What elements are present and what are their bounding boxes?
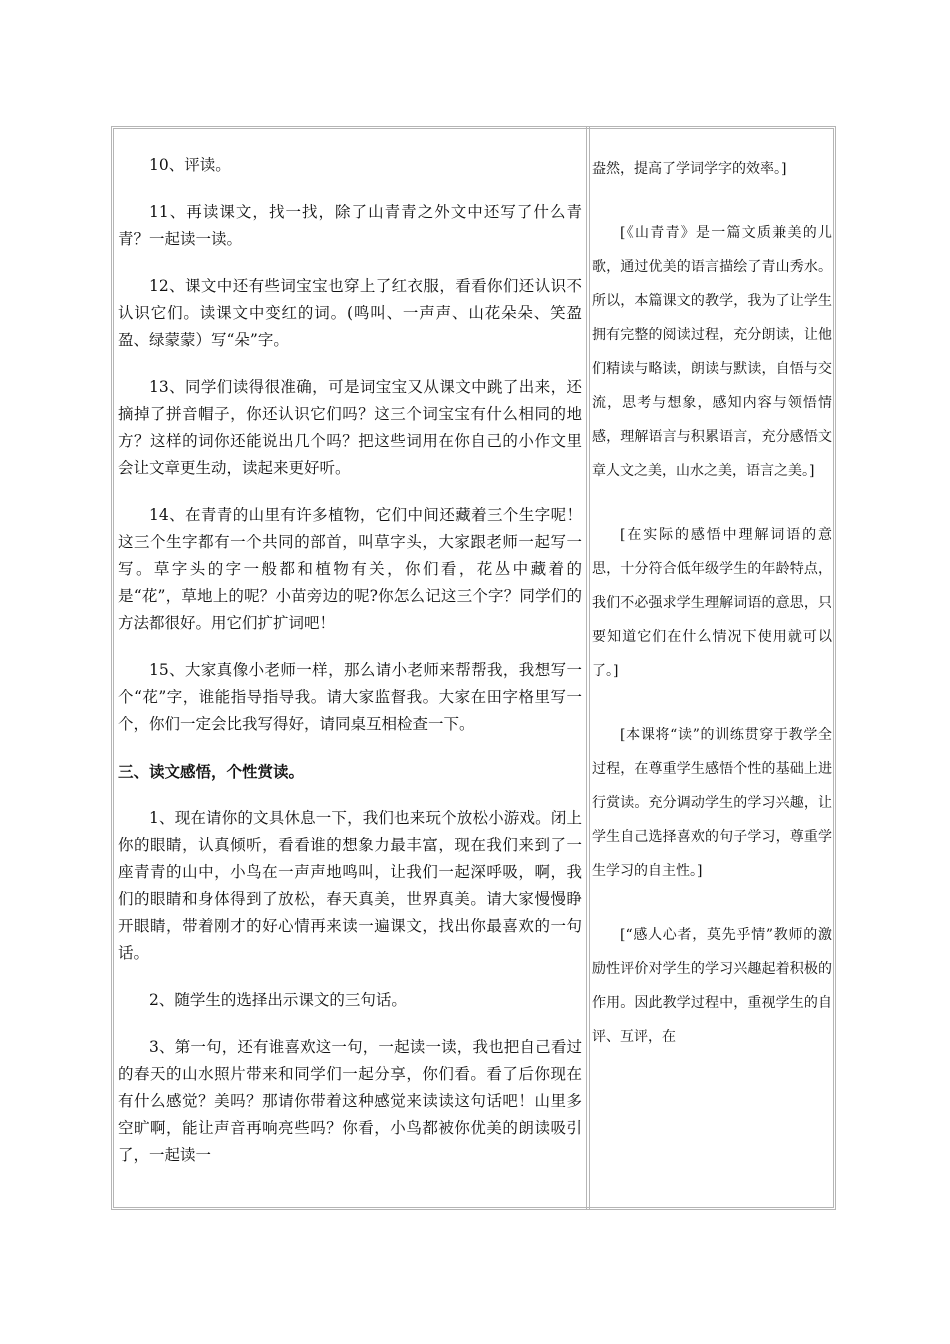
step-paragraph: 14、在青青的山里有许多植物，它们中间还藏着三个生字呢！这三个生字都有一个共同的部首，叫草字头，大家跟老师一起写一写。草字头的字一般都和植物有关，你们看，花丛中藏着的是“花”，草地上的呢？小苗旁边的呢?你怎么记这三个字？同学们的方法都很好。用它们扩扩词吧！ [118,506,582,632]
step-paragraph: 10、评读。 [149,156,231,174]
section-heading: 三、读文感悟，个性赏读。 [118,762,305,781]
step-paragraph: 12、课文中还有些词宝宝也穿上了红衣服，看看你们还认识不认识它们。读课文中变红的词。(鸣叫、一声声、山花朵朵、笑盈盈、绿蒙蒙）写“朵”字。 [118,277,582,349]
design-note: [在实际的感悟中理解词语的意思，十分符合低年级学生的年龄特点，我们不必强求学生理解词语的意思，只要知道它们在什么情况下使用就可以了。] [592,527,832,679]
step-paragraph: 2、随学生的选择出示课文的三句话。 [149,991,407,1009]
step-paragraph: 15、大家真像小老师一样，那么请小老师来帮帮我，我想写一个“花”字，谁能指导指导我。请大家监督我。大家在田字格里写一个，你们一定会比我写得好，请同桌互相检查一下。 [118,661,582,733]
design-note: [《山青青》是一篇文质兼美的儿歌，通过优美的语言描绘了青山秀水。所以，本篇课文的教学，我为了让学生拥有完整的阅读过程，充分朗读，让他们精读与略读，朗读与默读，自悟与交流，思考与想象，感知内容与领悟情感，理解语言与积累语言，充分感悟文章人文之美，山水之美，语言之美。] [592,225,832,479]
teaching-steps-column [118,152,582,1204]
design-note: [“感人心者，莫先乎情”教师的激励性评价对学生的学习兴趣起着积极的作用。因此教学过程中，重视学生的自评、互评，在 [592,927,832,1045]
step-paragraph: 1、现在请你的文具休息一下，我们也来玩个放松小游戏。闭上你的眼睛，认真倾听，看看谁的想象力最丰富，现在我们来到了一座青青的山中，小鸟在一声声地鸣叫，让我们一起深呼吸，啊，我们的眼睛和身体得到了放松，春天真美，世界真美。请大家慢慢睁开眼睛，带着刚才的好心情再来读一遍课文，找出你最喜欢的一句话。 [118,809,582,962]
column-divider [586,126,590,1210]
step-paragraph: 11、再读课文，找一找，除了山青青之外文中还写了什么青青？一起读一读。 [118,203,582,248]
design-note: [本课将“读”的训练贯穿于教学全过程，在尊重学生感悟个性的基础上进行赏读。充分调动学生的学习兴趣，让学生自己选择喜欢的句子学习，尊重学生学习的自主性。] [592,727,832,879]
note-continuation: 盎然，提高了学词学字的效率。] [592,161,787,177]
step-paragraph: 13、同学们读得很准确，可是词宝宝又从课文中跳了出来，还摘掉了拼音帽子，你还认识它们吗？这三个词宝宝有什么相同的地方？这样的词你还能说出几个吗？把这些词用在你自己的小作文里会让文章更生动，读起来更好听。 [118,378,582,477]
step-paragraph: 3、第一句，还有谁喜欢这一句，一起读一读，我也把自己看过的春天的山水照片带来和同学们一起分享，你们看。看了后你现在有什么感觉？美吗？那请你带着这种感觉来读读这句话吧！山里多空旷啊，能让声音再响亮些吗？你看，小鸟都被你优美的朗读吸引了，一起读一 [118,1038,582,1164]
design-notes-column [592,152,832,1204]
